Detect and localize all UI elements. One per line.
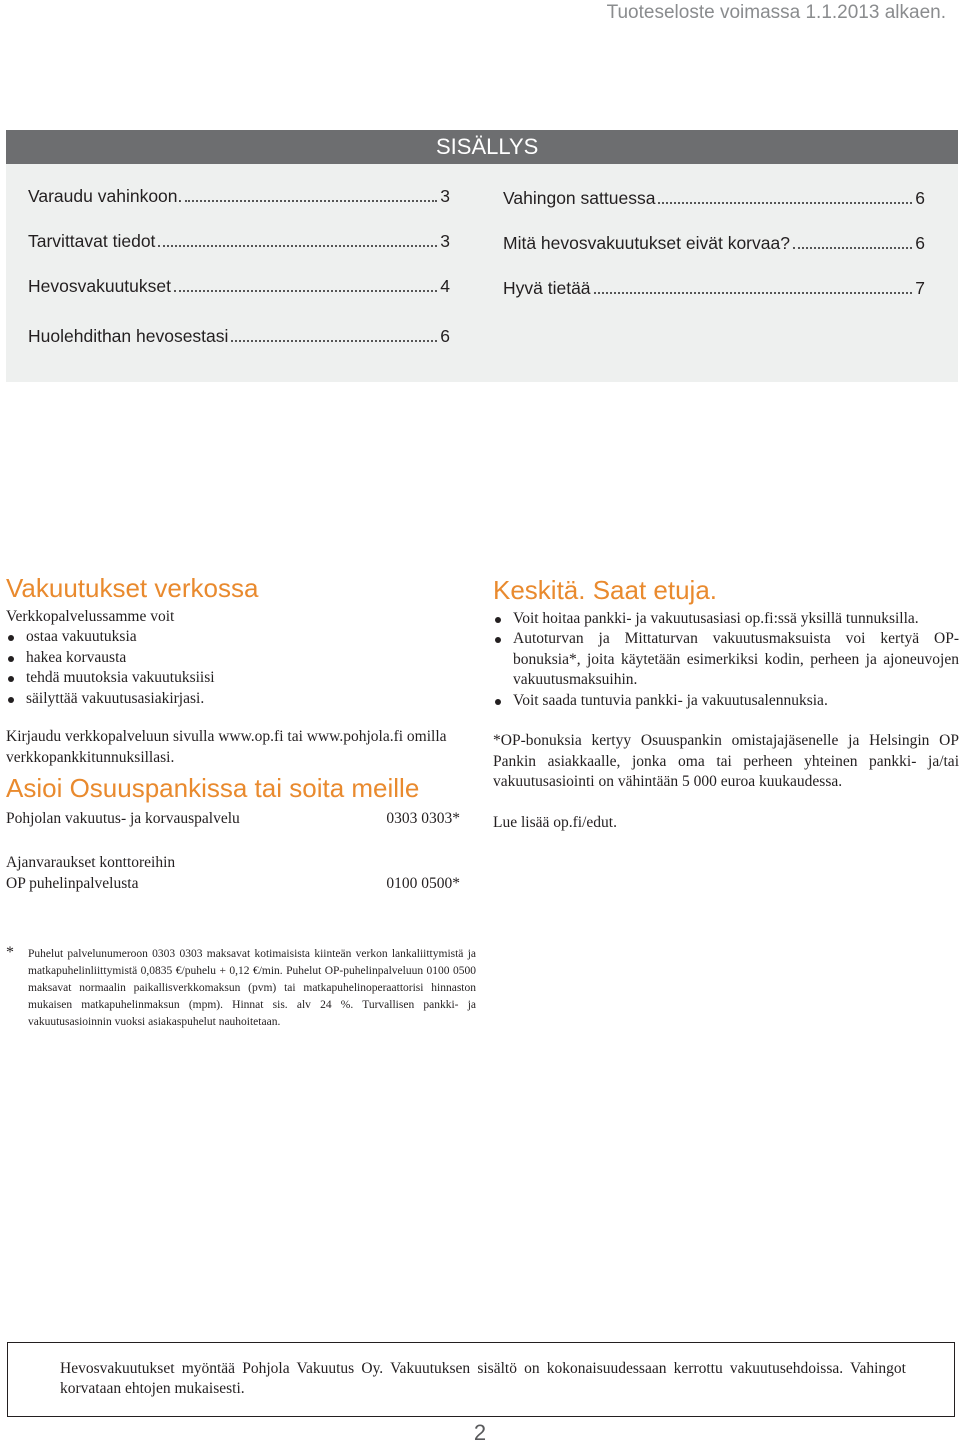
validity-note: Tuoteseloste voimassa 1.1.2013 alkaen.	[606, 2, 946, 23]
toc-entry-label: Varaudu vahinkoon.	[28, 186, 183, 206]
toc-entry-label: Tarvittavat tiedot	[28, 231, 156, 251]
phone-row	[6, 809, 462, 830]
footnote-star: *	[6, 944, 14, 961]
toc-leader	[594, 292, 913, 294]
phone-label: Pohjolan vakuutus- ja korvauspalvelu	[6, 809, 240, 827]
appointment-line: Ajanvaraukset konttoreihin	[6, 854, 176, 871]
phone-number[interactable]: 0100 0500*	[386, 874, 460, 892]
toc-entry-page: 4	[440, 276, 450, 296]
toc-leader	[231, 340, 437, 342]
toc-entry[interactable]	[28, 326, 450, 347]
toc-entry-label: Hevosvakuutukset	[28, 276, 171, 296]
table-of-contents	[6, 164, 958, 382]
toc-leader	[174, 290, 437, 292]
toc-entry[interactable]	[28, 276, 450, 297]
right-column	[493, 575, 959, 833]
toc-title: SISÄLLYS	[436, 134, 539, 159]
toc-leader	[793, 247, 912, 249]
toc-entry-label: Vahingon sattuessa	[503, 188, 656, 208]
phone-number[interactable]: 0303 0303*	[386, 809, 460, 827]
list-item: Autoturvan ja Mittaturvan vakuutusmaksuista voi kertyä OP-bonuksia*, joita käytetään esimerkiksi kodin, perheen ja ajoneuvojen vakuutusmaksuihin.	[493, 629, 959, 691]
insurer-info-text: Hevosvakuutukset myöntää Pohjola Vakuutus Oy. Vakuutuksen sisältö on kokonaisuudessaan kerrottu vakuutusehdoissa. Vahingot korvataan ehtojen mukaisesti.	[60, 1360, 906, 1397]
toc-entry-page: 6	[440, 326, 450, 346]
toc-entry[interactable]	[28, 186, 450, 207]
toc-entry[interactable]	[503, 233, 925, 254]
list-item: tehdä muutoksia vakuutuksiisi	[6, 668, 462, 689]
read-more-link[interactable]: Lue lisää op.fi/edut.	[493, 813, 617, 831]
online-heading: Vakuutukset verkossa	[6, 573, 259, 603]
benefits-list	[493, 609, 959, 712]
toc-entry-label: Mitä hevosvakuutukset eivät korvaa?	[503, 233, 790, 253]
left-column	[6, 573, 462, 894]
list-item: Voit saada tuntuvia pankki- ja vakuutusalennuksia.	[493, 691, 959, 712]
bonus-note: *OP-bonuksia kertyy Osuuspankin omistajajäsenelle ja Helsingin OP Pankin asiakkaalle, jonka oma tai perheen yhteinen pankki- ja/tai vakuutusasiointi on vähintään 5 000 euroa kuukaudessa.	[493, 732, 959, 790]
toc-entry-page: 3	[440, 231, 450, 251]
footnote	[6, 946, 476, 1031]
phone-label: OP puhelinpalvelusta	[6, 874, 139, 892]
online-list	[6, 627, 462, 709]
login-text: Kirjaudu verkkopalveluun sivulla www.op.fi tai www.pohjola.fi omilla verkkopankkitunnuksillasi.	[6, 728, 447, 766]
list-item: Voit hoitaa pankki- ja vakuutusasiasi op.fi:ssä yksillä tunnuksilla.	[493, 609, 959, 630]
toc-entry[interactable]	[28, 231, 450, 252]
toc-leader	[158, 245, 437, 247]
toc-leader	[658, 202, 912, 204]
toc-entry[interactable]	[503, 278, 925, 299]
insurer-info-box	[7, 1342, 955, 1417]
list-item: hakea korvausta	[6, 648, 462, 669]
toc-entry-page: 3	[440, 186, 450, 206]
online-intro: Verkkopalvelussamme voit	[6, 607, 175, 625]
page-number: 2	[473, 1420, 487, 1445]
toc-entry[interactable]	[503, 188, 925, 209]
contact-heading: Asioi Osuuspankissa tai soita meille	[6, 773, 420, 803]
toc-entry-label: Huolehdithan hevosestasi	[28, 326, 229, 346]
toc-header	[6, 130, 958, 164]
toc-entry-page: 6	[915, 188, 925, 208]
phone-row	[6, 874, 462, 895]
list-item: ostaa vakuutuksia	[6, 627, 462, 648]
benefits-heading: Keskitä. Saat etuja.	[493, 575, 718, 605]
toc-entry-page: 7	[915, 278, 925, 298]
toc-entry-page: 6	[915, 233, 925, 253]
footnote-text: Puhelut palvelunumeroon 0303 0303 maksavat kotimaisista kiinteän verkon lankaliittymistä ja matkapuhelinliittymistä 0,0835 €/puhelu + 0,12 €/min. Puhelut OP-puhelinpalveluun 0100 0500 maksavat normaalin paikallisverkkomaksun (pvm) tai matkapuhelinoperaattorisi hinnaston mukaisen matkapuhelinmaksun (mpm). Hinnat sis. alv 24 %. Turvallisen pankki- ja vakuutusasioinnin vuoksi asiakaspuhelut nauhoitetaan.	[28, 948, 476, 1028]
list-item: säilyttää vakuutusasiakirjasi.	[6, 689, 462, 710]
toc-leader	[185, 200, 437, 202]
toc-entry-label: Hyvä tietää	[503, 278, 591, 298]
